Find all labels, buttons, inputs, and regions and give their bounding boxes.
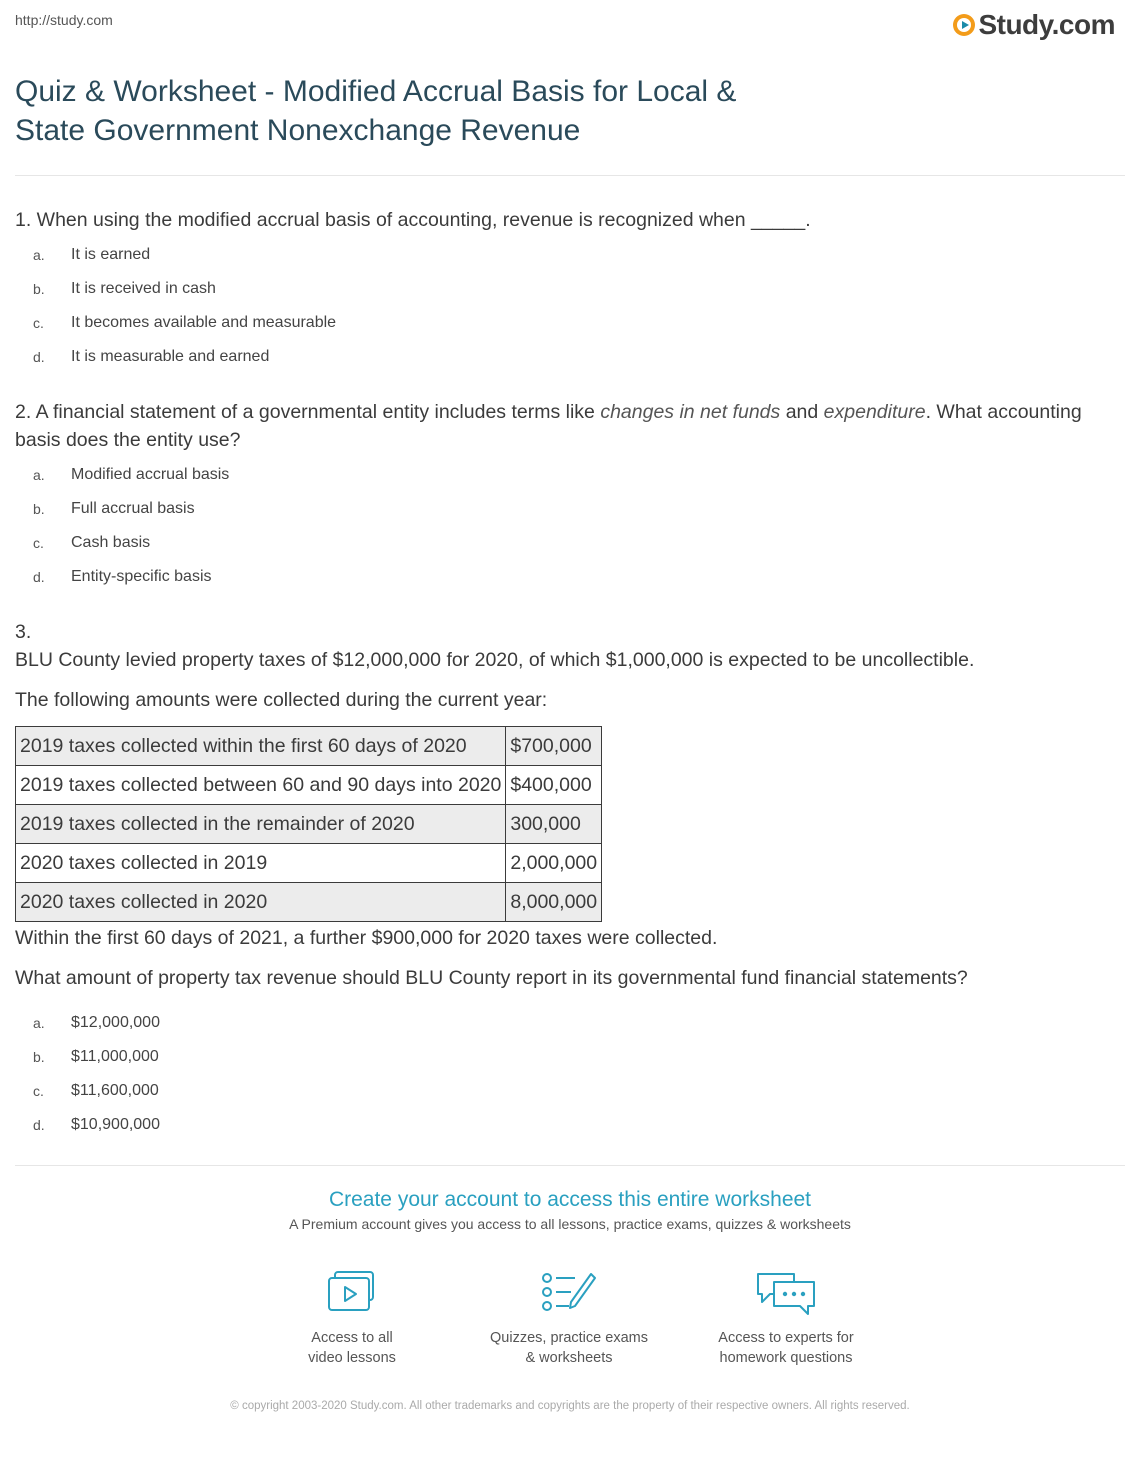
question-3-para-2: The following amounts were collected during the current year: [15, 689, 548, 711]
choice-letter: d. [33, 1117, 45, 1133]
quizzes-checklist-icon [541, 1270, 597, 1316]
choice-letter: d. [33, 349, 45, 365]
question-1-choices [15, 238, 1125, 374]
question-3-para-1: BLU County levied property taxes of $12,000,000 for 2020, of which $1,000,000 is expected to be uncollectible. [15, 649, 975, 671]
feature-experts [686, 1270, 886, 1368]
table-cell-amount: 8,000,000 [506, 883, 602, 922]
choice-text: It is received in cash [71, 280, 216, 297]
choice-letter: d. [33, 569, 45, 585]
table-row [16, 844, 602, 883]
table-row [16, 805, 602, 844]
feature-quizzes [469, 1270, 669, 1368]
question-1 [15, 206, 1125, 374]
choice-item [15, 238, 1125, 272]
tax-collections-table [15, 726, 602, 922]
question-3-number: 3. [15, 621, 32, 643]
choice-letter: a. [33, 467, 45, 483]
logo-text: Study.com [978, 9, 1115, 40]
choice-letter: a. [33, 247, 45, 263]
table-cell-label: 2019 taxes collected in the remainder of 2020 [16, 805, 506, 844]
choice-letter: c. [33, 535, 44, 551]
q2-text-part: 2. A financial statement of a governmental entity includes terms like [15, 401, 601, 423]
choice-text: $10,900,000 [71, 1116, 160, 1133]
table-cell-label: 2020 taxes collected in 2019 [16, 844, 506, 883]
choice-item [15, 458, 1125, 492]
q2-emphasis: changes in net funds [600, 401, 781, 423]
premium-promo [0, 1188, 1140, 1232]
play-logo-icon [953, 14, 975, 36]
choice-item [15, 526, 1125, 560]
promo-title-link[interactable]: Create your account to access this entire worksheet [328, 1188, 812, 1211]
choice-text: $12,000,000 [71, 1014, 160, 1031]
divider [15, 175, 1125, 176]
choice-item [15, 492, 1125, 526]
question-2-text [15, 398, 1125, 454]
q2-emphasis: expenditure [823, 401, 926, 423]
q2-text-part: . What accounting basis does the entity use? [15, 401, 1082, 451]
question-2-choices [15, 458, 1125, 594]
choice-text: It is earned [71, 246, 151, 263]
choice-item [15, 1006, 1125, 1040]
choice-item [15, 1040, 1125, 1074]
chat-bubbles-icon [754, 1270, 818, 1316]
q2-text-part: and [780, 401, 824, 423]
choice-item [15, 272, 1125, 306]
choice-letter: c. [33, 1083, 44, 1099]
choice-letter: b. [33, 501, 45, 517]
table-row [16, 766, 602, 805]
feature-line-1: Access to experts for [718, 1330, 854, 1346]
choice-text: $11,600,000 [71, 1082, 159, 1099]
divider [15, 1165, 1125, 1166]
title-line-2: State Government Nonexchange Revenue [15, 114, 581, 147]
feature-line-2: homework questions [719, 1350, 853, 1366]
study-logo[interactable] [953, 9, 1115, 41]
choice-item [15, 1108, 1125, 1142]
table-cell-label: 2019 taxes collected within the first 60 days of 2020 [16, 727, 506, 766]
question-3 [15, 618, 1125, 1142]
question-2 [15, 398, 1125, 594]
question-3-para-3: Within the first 60 days of 2021, a further $900,000 for 2020 taxes were collected. [15, 927, 718, 949]
feature-line-2: video lessons [308, 1350, 396, 1366]
table-cell-label: 2019 taxes collected between 60 and 90 days into 2020 [16, 766, 506, 805]
table-cell-amount: 300,000 [506, 805, 602, 844]
title-line-1: Quiz & Worksheet - Modified Accrual Basis for Local & [15, 75, 737, 108]
choice-letter: a. [33, 1015, 45, 1031]
top-bar [15, 9, 1125, 42]
choice-text: Entity-specific basis [71, 568, 212, 585]
question-3-choices [15, 1006, 1125, 1142]
feature-video-lessons [252, 1270, 452, 1368]
table-row [16, 727, 602, 766]
feature-line-1: Quizzes, practice exams [490, 1330, 648, 1346]
choice-text: $11,000,000 [71, 1048, 159, 1065]
page-title [15, 72, 875, 150]
table-cell-amount: $700,000 [506, 727, 602, 766]
choice-text: Cash basis [71, 534, 151, 551]
choice-text: Modified accrual basis [71, 466, 230, 483]
question-1-text: 1. When using the modified accrual basis of accounting, revenue is recognized when _____. [15, 209, 811, 231]
choice-item [15, 306, 1125, 340]
choice-text: Full accrual basis [71, 500, 195, 517]
question-3-para-4: What amount of property tax revenue should BLU County report in its governmental fund financial statements? [15, 967, 968, 989]
source-url[interactable]: http://study.com [15, 12, 113, 28]
choice-item [15, 560, 1125, 594]
choice-text: It becomes available and measurable [71, 314, 337, 331]
copyright-notice: © copyright 2003-2020 Study.com. All other trademarks and copyrights are the property of their respective owners. All rights reserved. [230, 1400, 910, 1412]
table-cell-amount: $400,000 [506, 766, 602, 805]
choice-letter: c. [33, 315, 44, 331]
choice-item [15, 340, 1125, 374]
table-row [16, 883, 602, 922]
feature-line-2: & worksheets [525, 1350, 613, 1366]
feature-line-1: Access to all [311, 1330, 393, 1346]
choice-letter: b. [33, 1049, 45, 1065]
table-cell-label: 2020 taxes collected in 2020 [16, 883, 506, 922]
choice-item [15, 1074, 1125, 1108]
choice-letter: b. [33, 281, 45, 297]
table-cell-amount: 2,000,000 [506, 844, 602, 883]
video-lessons-icon [326, 1270, 378, 1316]
promo-subtitle: A Premium account gives you access to all lessons, practice exams, quizzes & worksheets [289, 1216, 851, 1232]
choice-text: It is measurable and earned [71, 348, 270, 365]
